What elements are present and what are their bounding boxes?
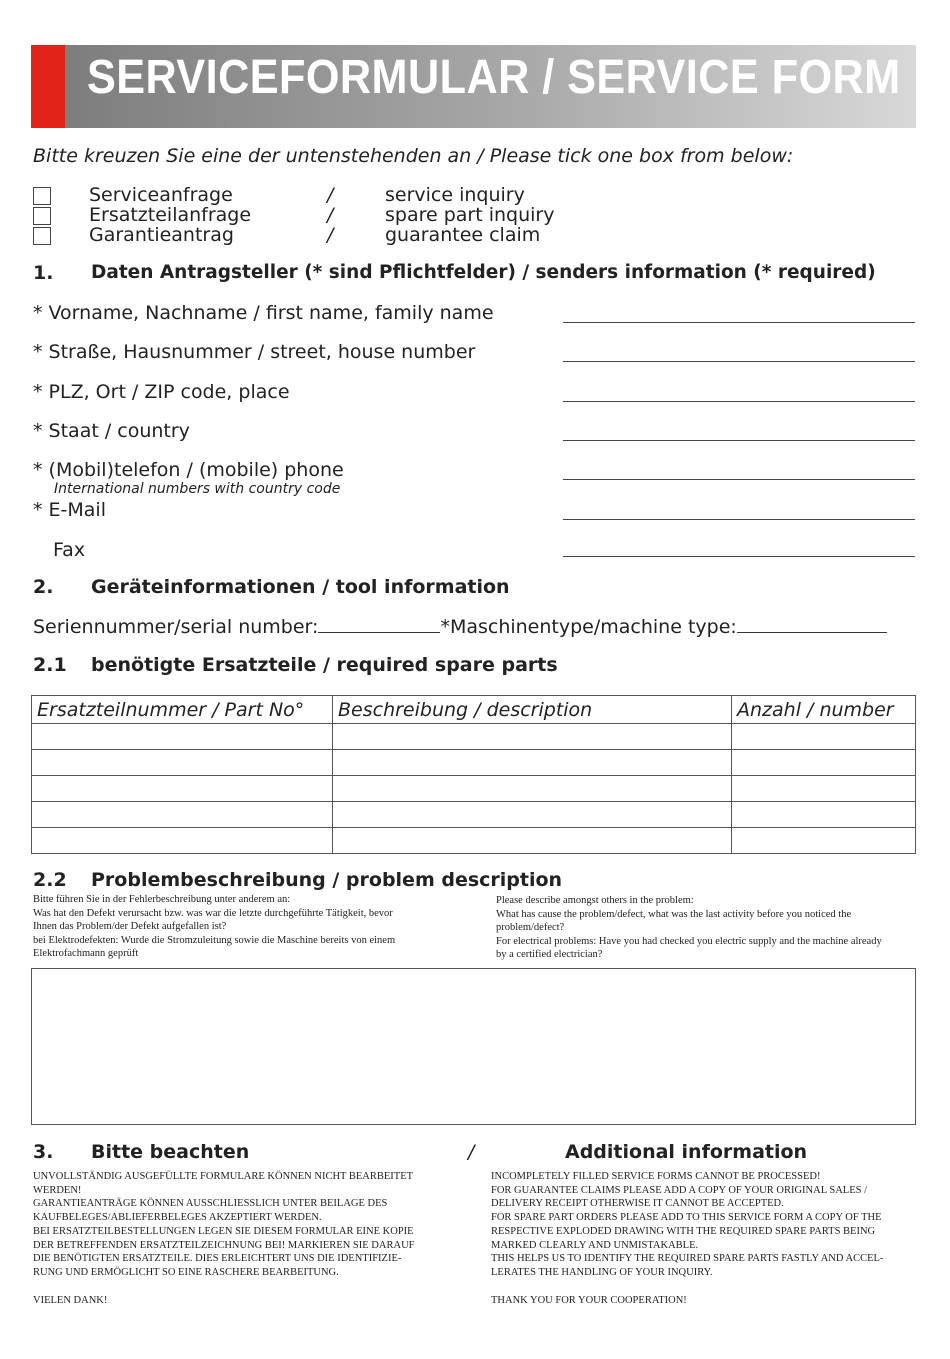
section-21-title: benötigte Ersatzteile / required spare parts [91,654,558,676]
email-field[interactable] [563,519,915,520]
instruction-text: Bitte kreuzen Sie eine der untenstehenden an / Please tick one box from below: [33,145,794,167]
option-separator: / [327,184,334,206]
section-22-title: Problembeschreibung / problem description [91,869,563,891]
section-21-number: 2.1 [33,654,67,676]
spare-parts-table [31,695,916,854]
text-line: Elektrofachmann geprüft [33,948,139,959]
option-label-en: spare part inquiry [385,204,555,226]
street-field[interactable] [563,361,915,362]
table-row [32,724,916,750]
zip-place-label: * PLZ, Ort / ZIP code, place [33,381,290,403]
option-separator: / [327,204,334,226]
name-label: * Vorname, Nachname / first name, family name [33,302,494,324]
section-1-title: Daten Antragsteller (* sind Pflichtfelder) / senders information (* required) [91,262,876,283]
column-header-description: Beschreibung / description [333,696,732,724]
text-line: LERATES THE HANDLING OF YOUR INQUIRY. [491,1266,713,1278]
text-line: by a certified electrician? [496,949,603,960]
option-label-en: service inquiry [385,184,525,206]
section-1-number: 1. [33,262,54,284]
machine-type-label: *Maschinentype/machine type: [440,616,737,638]
table-row [32,750,916,776]
section-3-title-en: Additional information [565,1141,808,1163]
option-service-inquiry [33,186,593,206]
column-header-number: Anzahl / number [732,696,916,724]
page-title: SERVICEFORMULAR / SERVICE FORM [87,51,901,104]
tool-info-row [33,614,887,638]
fax-label: Fax [53,539,86,561]
text-line: Was hat den Defekt verursacht bzw. was war die letzte durchgeführte Tätigkeit, bevor [33,907,393,919]
number-cell[interactable] [732,724,916,750]
serial-number-label: Seriennummer/serial number: [33,616,319,638]
table-header-row [32,696,916,724]
problem-instructions-de [33,893,463,961]
zip-place-field[interactable] [563,401,915,402]
fax-field[interactable] [563,556,915,557]
text-line: MARKED CLEARLY AND UNMISTAKABLE. [491,1239,699,1251]
machine-type-field[interactable] [737,614,887,633]
country-field[interactable] [563,440,915,441]
notes-en [491,1170,931,1280]
text-line: RUNG UND ERMÖGLICHT SO EINE RASCHERE BEARBEITUNG. [33,1266,339,1278]
text-line: bei Elektrodefekten: Wurde die Stromzuleitung sowie die Maschine bereits von einem [33,934,396,946]
option-label-de: Serviceanfrage [89,184,233,206]
section-3-separator: / [468,1141,475,1163]
section-2-number: 2. [33,576,54,598]
text-line: FOR GUARANTEE CLAIMS PLEASE ADD A COPY OF YOUR ORIGINAL SALES / [491,1184,867,1196]
part-no-cell[interactable] [32,724,333,750]
part-no-cell[interactable] [32,802,333,828]
text-line: BEI ERSATZTEILBESTELLUNGEN LEGEN SIE DIESEM FORMULAR EINE KOPIE [33,1225,414,1237]
text-line: GARANTIEANTRÄGE KÖNNEN AUSSCHLIESSLICH UNTER BEILAGE DES [33,1198,388,1210]
name-field[interactable] [563,322,915,323]
text-line: THIS HELPS US TO IDENTIFY THE REQUIRED SPARE PARTS FASTLY AND ACCEL- [491,1253,884,1265]
text-line: INCOMPLETELY FILLED SERVICE FORMS CANNOT BE PROCESSED! [491,1171,821,1182]
section-22-number: 2.2 [33,869,67,891]
option-label-de: Garantieantrag [89,224,234,246]
description-cell[interactable] [333,750,732,776]
text-line: Bitte führen Sie in der Fehlerbeschreibung unter anderem an: [33,894,291,905]
text-line: UNVOLLSTÄNDIG AUSGEFÜLLTE FORMULARE KÖNNEN NICHT BEARBEITET [33,1171,414,1182]
table-row [32,776,916,802]
part-no-cell[interactable] [32,776,333,802]
guarantee-claim-checkbox[interactable] [33,227,51,245]
phone-field[interactable] [563,479,915,480]
option-label-en: guarantee claim [385,224,541,246]
notes-de [33,1170,463,1280]
text-line: DELIVERY RECEIPT OTHERWISE IT CANNOT BE ACCEPTED. [491,1198,784,1210]
option-label-de: Ersatzteilanfrage [89,204,252,226]
spare-part-inquiry-checkbox[interactable] [33,207,51,225]
section-3-title-de: Bitte beachten [91,1141,250,1163]
number-cell[interactable] [732,750,916,776]
text-line: problem/defect? [496,922,565,933]
text-line: FOR SPARE PART ORDERS PLEASE ADD TO THIS SERVICE FORM A COPY OF THE [491,1212,882,1224]
service-inquiry-checkbox[interactable] [33,187,51,205]
header-accent-bar [31,45,65,128]
text-line: What has cause the problem/defect, what was the last activity before you noticed the [496,908,852,920]
number-cell[interactable] [732,828,916,854]
part-no-cell[interactable] [32,828,333,854]
street-label: * Straße, Hausnummer / street, house number [33,341,476,363]
problem-description-field[interactable] [31,968,916,1125]
text-line: Please describe amongst others in the problem: [496,895,694,906]
phone-label: * (Mobil)telefon / (mobile) phone [33,459,344,481]
text-line: RESPECTIVE EXPLODED DRAWING WITH THE REQUIRED SPARE PARTS BEING [491,1225,876,1237]
problem-instructions-en [496,894,926,962]
table-row [32,802,916,828]
description-cell[interactable] [333,776,732,802]
table-row [32,828,916,854]
serial-number-field[interactable] [318,614,440,633]
text-line: WERDEN! [33,1184,82,1196]
column-header-part-no: Ersatzteilnummer / Part No° [32,696,333,724]
description-cell[interactable] [333,724,732,750]
text-line: DIE BENÖTIGTEN ERSATZTEILE. DIES ERLEICHTERT UNS DIE IDENTIFIZIE- [33,1253,402,1265]
thanks-de: VIELEN DANK! [33,1295,108,1306]
text-line: For electrical problems: Have you had checked you electric supply and the machine already [496,935,882,947]
section-3-number: 3. [33,1141,54,1163]
text-line: KAUFBELEGES/ABLIEFERBELEGES AKZEPTIERT WERDEN. [33,1212,322,1224]
description-cell[interactable] [333,802,732,828]
phone-hint: International numbers with country code [54,481,341,497]
number-cell[interactable] [732,802,916,828]
description-cell[interactable] [333,828,732,854]
option-separator: / [327,224,334,246]
country-label: * Staat / country [33,420,190,442]
text-line: Ihnen das Problem/der Defekt aufgefallen ist? [33,921,227,932]
thanks-en: THANK YOU FOR YOUR COOPERATION! [491,1295,687,1306]
option-spare-part-inquiry [33,206,593,226]
number-cell[interactable] [732,776,916,802]
text-line: DER BETREFFENDEN ERSATZTEILZEICHNUNG BEI! MARKIEREN SIE DARAUF [33,1239,415,1251]
option-guarantee-claim [33,226,593,246]
email-label: * E-Mail [33,499,106,521]
section-2-title: Geräteinformationen / tool information [91,576,510,598]
part-no-cell[interactable] [32,750,333,776]
